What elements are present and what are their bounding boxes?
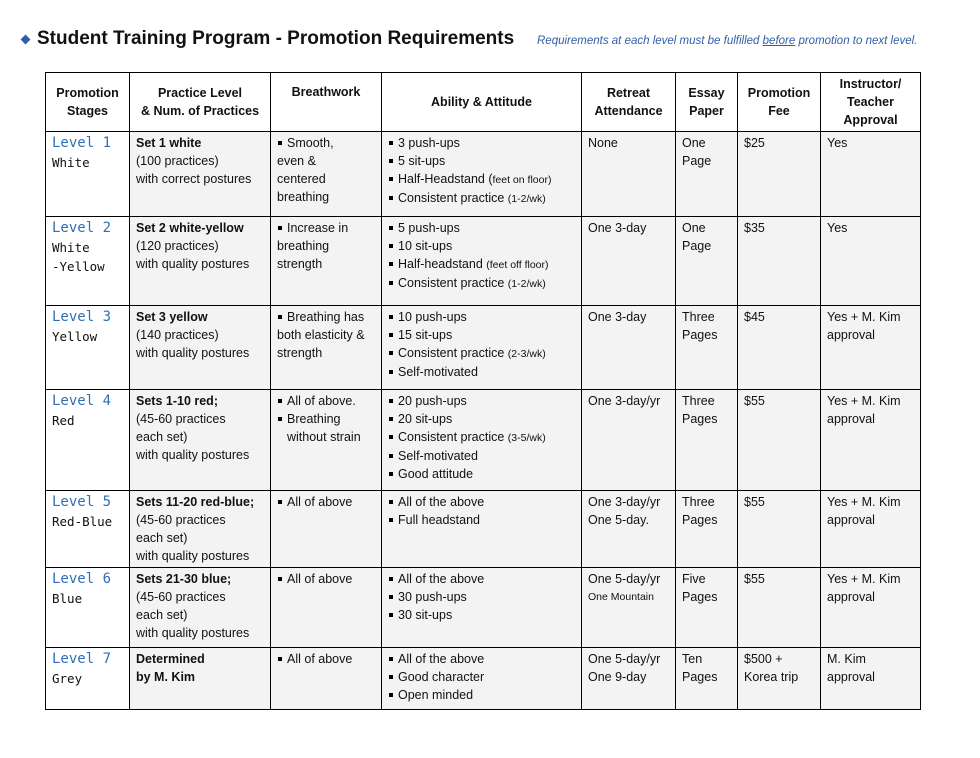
ability-text: Good character <box>398 670 485 684</box>
list-item <box>388 274 575 293</box>
ability-text: 5 push-ups <box>398 221 460 235</box>
breathwork-cell <box>271 132 382 217</box>
essay-text: Ten <box>682 652 703 666</box>
subtitle-text-post: promotion to next level. <box>795 35 918 47</box>
retreat-cell <box>582 648 676 710</box>
approval-cell <box>821 390 921 491</box>
retreat-text: One 3-day <box>588 310 647 324</box>
breath-text: without strain <box>287 430 361 444</box>
practice-set: Determined <box>136 652 205 666</box>
list-item <box>388 134 575 152</box>
practice-set: Set 2 white-yellow <box>136 221 244 235</box>
breath-text: centered <box>277 172 326 186</box>
breathwork-cell <box>271 217 382 306</box>
table-row <box>46 648 921 710</box>
essay-text: Pages <box>682 590 718 604</box>
practice-set: by M. Kim <box>136 670 196 684</box>
subtitle-text-pre: Requirements at each level must be fulfilled <box>537 35 763 47</box>
breath-text: even & <box>277 154 316 168</box>
list-item <box>277 650 375 668</box>
table-row <box>46 390 921 491</box>
ability-text: 3 push-ups <box>398 136 460 150</box>
level-label: Level 7 <box>52 651 112 667</box>
approval-text: approval <box>827 513 875 527</box>
list-item <box>388 392 575 410</box>
practice-set: Sets 11-20 red-blue; <box>136 495 255 509</box>
ability-note: (1-2/wk) <box>507 278 546 290</box>
retreat-text: One 9-day <box>588 670 647 684</box>
table-header-row <box>46 73 921 132</box>
ability-text: 10 sit-ups <box>398 239 453 253</box>
approval-text: M. Kim <box>827 652 866 666</box>
list-item <box>388 588 575 606</box>
ability-text: 30 push-ups <box>398 590 467 604</box>
subtitle-text-underlined: before <box>762 35 796 47</box>
breath-text: Breathing has <box>287 310 365 324</box>
practice-detail: (120 practices) <box>136 239 219 253</box>
retreat-cell <box>582 217 676 306</box>
list-item <box>388 686 575 704</box>
practice-detail: with correct postures <box>136 172 252 186</box>
list-item <box>277 219 375 273</box>
list-item <box>388 255 575 274</box>
ability-text: All of the above <box>398 652 485 666</box>
breathwork-list <box>277 134 375 206</box>
essay-text: Pages <box>682 513 718 527</box>
list-item <box>388 650 575 668</box>
list-item <box>388 570 575 588</box>
fee-text: $45 <box>744 310 765 324</box>
breathwork-list <box>277 570 375 588</box>
approval-text: approval <box>827 412 875 426</box>
list-item <box>277 392 375 410</box>
breath-text: All of above <box>287 572 353 586</box>
practice-detail: (140 practices) <box>136 328 219 342</box>
approval-text: Yes <box>827 221 848 235</box>
list-item <box>388 237 575 255</box>
ability-text: All of the above <box>398 572 485 586</box>
breathwork-list <box>277 308 375 362</box>
fee-cell <box>738 132 821 217</box>
header-practice-level: Practice Level & Num. of Practices <box>130 73 271 132</box>
breath-text: Breathing <box>287 412 341 426</box>
breathwork-cell <box>271 648 382 710</box>
list-item <box>388 511 575 529</box>
ability-cell <box>382 217 582 306</box>
ability-text: 15 sit-ups <box>398 328 453 342</box>
ability-text: Consistent practice <box>398 276 508 290</box>
ability-list <box>388 219 575 293</box>
breath-text: Smooth, <box>287 136 334 150</box>
practice-detail: each set) <box>136 430 188 444</box>
list-item <box>388 606 575 624</box>
essay-text: One <box>682 136 706 150</box>
ability-text: 20 push-ups <box>398 394 467 408</box>
practice-detail: with quality postures <box>136 257 250 271</box>
stage-cell <box>46 132 130 217</box>
fee-cell <box>738 568 821 648</box>
practice-detail: (45-60 practices <box>136 412 226 426</box>
practice-detail: with quality postures <box>136 626 250 640</box>
fee-text: $55 <box>744 572 765 586</box>
level-label: Level 5 <box>52 494 112 510</box>
retreat-text: One 3-day <box>588 221 647 235</box>
breathwork-list <box>277 219 375 273</box>
list-item <box>388 189 575 208</box>
practice-detail: with quality postures <box>136 346 250 360</box>
ability-list <box>388 392 575 483</box>
approval-text: Yes + M. Kim <box>827 310 901 324</box>
level-color: Blue <box>52 591 83 606</box>
ability-cell <box>382 568 582 648</box>
approval-text: Yes + M. Kim <box>827 495 901 509</box>
ability-note: (3-5/wk) <box>507 432 546 444</box>
essay-text: Three <box>682 394 715 408</box>
approval-text: approval <box>827 670 875 684</box>
list-item <box>388 465 575 483</box>
practice-cell <box>130 390 271 491</box>
fee-cell <box>738 306 821 390</box>
breath-text: strength <box>277 346 323 360</box>
header-ability-attitude: Ability & Attitude <box>382 73 582 132</box>
essay-text: Page <box>682 239 712 253</box>
fee-cell <box>738 491 821 568</box>
stage-cell <box>46 648 130 710</box>
stage-cell <box>46 568 130 648</box>
stage-cell <box>46 306 130 390</box>
essay-text: Three <box>682 495 715 509</box>
ability-note: (1-2/wk) <box>507 193 546 205</box>
page-header <box>20 26 965 60</box>
approval-text: Yes + M. Kim <box>827 394 901 408</box>
ability-cell <box>382 132 582 217</box>
ability-note: feet on floor) <box>492 174 552 186</box>
list-item <box>277 410 375 446</box>
approval-text: Yes <box>827 136 848 150</box>
retreat-cell <box>582 132 676 217</box>
requirements-table <box>45 72 921 710</box>
breathwork-list <box>277 650 375 668</box>
retreat-cell <box>582 491 676 568</box>
fee-text: $500 + <box>744 652 783 666</box>
ability-note: (2-3/wk) <box>507 348 546 360</box>
ability-list <box>388 570 575 624</box>
practice-set: Sets 1-10 red; <box>136 394 218 408</box>
diamond-bullet-icon <box>21 35 31 45</box>
approval-cell <box>821 568 921 648</box>
ability-cell <box>382 306 582 390</box>
ability-text: Open minded <box>398 688 474 702</box>
breathwork-cell <box>271 306 382 390</box>
retreat-text: None <box>588 136 618 150</box>
practice-set: Set 1 white <box>136 136 202 150</box>
essay-text: Pages <box>682 670 718 684</box>
list-item <box>388 428 575 447</box>
header-promotion-stages: Promotion Stages <box>46 73 130 132</box>
fee-cell <box>738 390 821 491</box>
approval-text: Yes + M. Kim <box>827 572 901 586</box>
retreat-cell <box>582 390 676 491</box>
level-color: Red-Blue <box>52 514 113 529</box>
breathwork-cell <box>271 491 382 568</box>
level-color: White <box>52 155 90 170</box>
list-item <box>388 152 575 170</box>
retreat-text: One 5-day. <box>588 513 649 527</box>
ability-text: Half-headstand <box>398 257 487 271</box>
table-row <box>46 217 921 306</box>
ability-cell <box>382 390 582 491</box>
ability-note: (feet off floor) <box>486 259 549 271</box>
practice-detail: with quality postures <box>136 448 250 462</box>
stage-cell <box>46 390 130 491</box>
essay-text: Pages <box>682 328 718 342</box>
practice-detail: each set) <box>136 531 188 545</box>
list-item <box>388 447 575 465</box>
essay-cell <box>676 217 738 306</box>
ability-text: Self-motivated <box>398 365 478 379</box>
ability-text: All of the above <box>398 495 485 509</box>
level-color: White <box>52 240 90 255</box>
fee-text: Korea trip <box>744 670 799 684</box>
level-label: Level 4 <box>52 393 112 409</box>
ability-list <box>388 308 575 381</box>
table-row <box>46 132 921 217</box>
breath-text: All of above. <box>287 394 356 408</box>
header-promotion-fee: Promotion Fee <box>738 73 821 132</box>
list-item <box>388 219 575 237</box>
retreat-text: One 3-day/yr <box>588 394 661 408</box>
breath-text: both elasticity & <box>277 328 365 342</box>
list-item <box>388 308 575 326</box>
approval-cell <box>821 132 921 217</box>
ability-text: Consistent practice <box>398 191 508 205</box>
level-color: -Yellow <box>52 259 105 274</box>
practice-cell <box>130 491 271 568</box>
ability-text: Good attitude <box>398 467 474 481</box>
essay-cell <box>676 306 738 390</box>
header-essay-paper: Essay Paper <box>676 73 738 132</box>
ability-text: Half-Headstand ( <box>398 172 493 186</box>
approval-cell <box>821 217 921 306</box>
list-item <box>388 363 575 381</box>
retreat-text: One 5-day/yr <box>588 652 661 666</box>
practice-detail: (45-60 practices <box>136 513 226 527</box>
ability-list <box>388 134 575 208</box>
practice-cell <box>130 217 271 306</box>
header-instructor-approval: Instructor/ Teacher Approval <box>821 73 921 132</box>
page-title: Student Training Program - Promotion Requirements <box>37 28 515 49</box>
stage-cell <box>46 217 130 306</box>
essay-text: Pages <box>682 412 718 426</box>
essay-text: Three <box>682 310 715 324</box>
approval-text: approval <box>827 328 875 342</box>
level-label: Level 1 <box>52 135 112 151</box>
practice-cell <box>130 132 271 217</box>
ability-text: Full headstand <box>398 513 481 527</box>
essay-cell <box>676 491 738 568</box>
ability-text: 20 sit-ups <box>398 412 453 426</box>
ability-list <box>388 493 575 529</box>
breathwork-cell <box>271 568 382 648</box>
header-retreat-attendance: Retreat Attendance <box>582 73 676 132</box>
essay-cell <box>676 568 738 648</box>
level-label: Level 6 <box>52 571 112 587</box>
list-item <box>388 326 575 344</box>
list-item <box>277 570 375 588</box>
ability-text: Consistent practice <box>398 430 508 444</box>
ability-cell <box>382 491 582 568</box>
table-row <box>46 306 921 390</box>
essay-text: Page <box>682 154 712 168</box>
ability-text: 30 sit-ups <box>398 608 453 622</box>
fee-text: $55 <box>744 495 765 509</box>
list-item <box>388 344 575 363</box>
ability-text: 5 sit-ups <box>398 154 446 168</box>
breath-text: breathing <box>277 239 330 253</box>
retreat-cell <box>582 568 676 648</box>
breathwork-list <box>277 392 375 446</box>
list-item <box>277 134 375 206</box>
stage-cell <box>46 491 130 568</box>
list-item <box>388 668 575 686</box>
practice-detail: (100 practices) <box>136 154 219 168</box>
approval-cell <box>821 648 921 710</box>
approval-cell <box>821 306 921 390</box>
ability-text: 10 push-ups <box>398 310 467 324</box>
fee-cell <box>738 217 821 306</box>
practice-set: Sets 21-30 blue; <box>136 572 232 586</box>
level-label: Level 2 <box>52 220 112 236</box>
breath-text: breathing <box>277 190 330 204</box>
table-row <box>46 491 921 568</box>
fee-cell <box>738 648 821 710</box>
practice-cell <box>130 568 271 648</box>
retreat-text: One 3-day/yr <box>588 495 661 509</box>
breath-text: All of above <box>287 652 353 666</box>
breath-text: Increase in <box>287 221 349 235</box>
ability-text: Consistent practice <box>398 346 508 360</box>
table-row <box>46 568 921 648</box>
fee-text: $55 <box>744 394 765 408</box>
level-label: Level 3 <box>52 309 112 325</box>
list-item <box>388 410 575 428</box>
practice-detail: each set) <box>136 608 188 622</box>
list-item <box>277 308 375 362</box>
retreat-text: One Mountain <box>588 591 654 603</box>
list-item <box>388 170 575 189</box>
breathwork-cell <box>271 390 382 491</box>
approval-text: approval <box>827 590 875 604</box>
essay-text: One <box>682 221 706 235</box>
breath-text: strength <box>277 257 323 271</box>
essay-cell <box>676 648 738 710</box>
approval-cell <box>821 491 921 568</box>
ability-list <box>388 650 575 704</box>
page-subtitle <box>537 35 917 47</box>
ability-text: Self-motivated <box>398 449 478 463</box>
retreat-text: One 5-day/yr <box>588 572 661 586</box>
fee-text: $25 <box>744 136 765 150</box>
header-breathwork: Breathwork <box>271 73 382 132</box>
fee-text: $35 <box>744 221 765 235</box>
practice-detail: (45-60 practices <box>136 590 226 604</box>
essay-text: Five <box>682 572 706 586</box>
retreat-cell <box>582 306 676 390</box>
level-color: Yellow <box>52 329 98 344</box>
essay-cell <box>676 132 738 217</box>
level-color: Grey <box>52 671 83 686</box>
list-item <box>388 493 575 511</box>
breath-text: All of above <box>287 495 353 509</box>
ability-cell <box>382 648 582 710</box>
breathwork-list <box>277 493 375 511</box>
practice-cell <box>130 306 271 390</box>
practice-detail: with quality postures <box>136 549 250 563</box>
level-color: Red <box>52 413 75 428</box>
practice-set: Set 3 yellow <box>136 310 208 324</box>
practice-cell <box>130 648 271 710</box>
list-item <box>277 493 375 511</box>
essay-cell <box>676 390 738 491</box>
